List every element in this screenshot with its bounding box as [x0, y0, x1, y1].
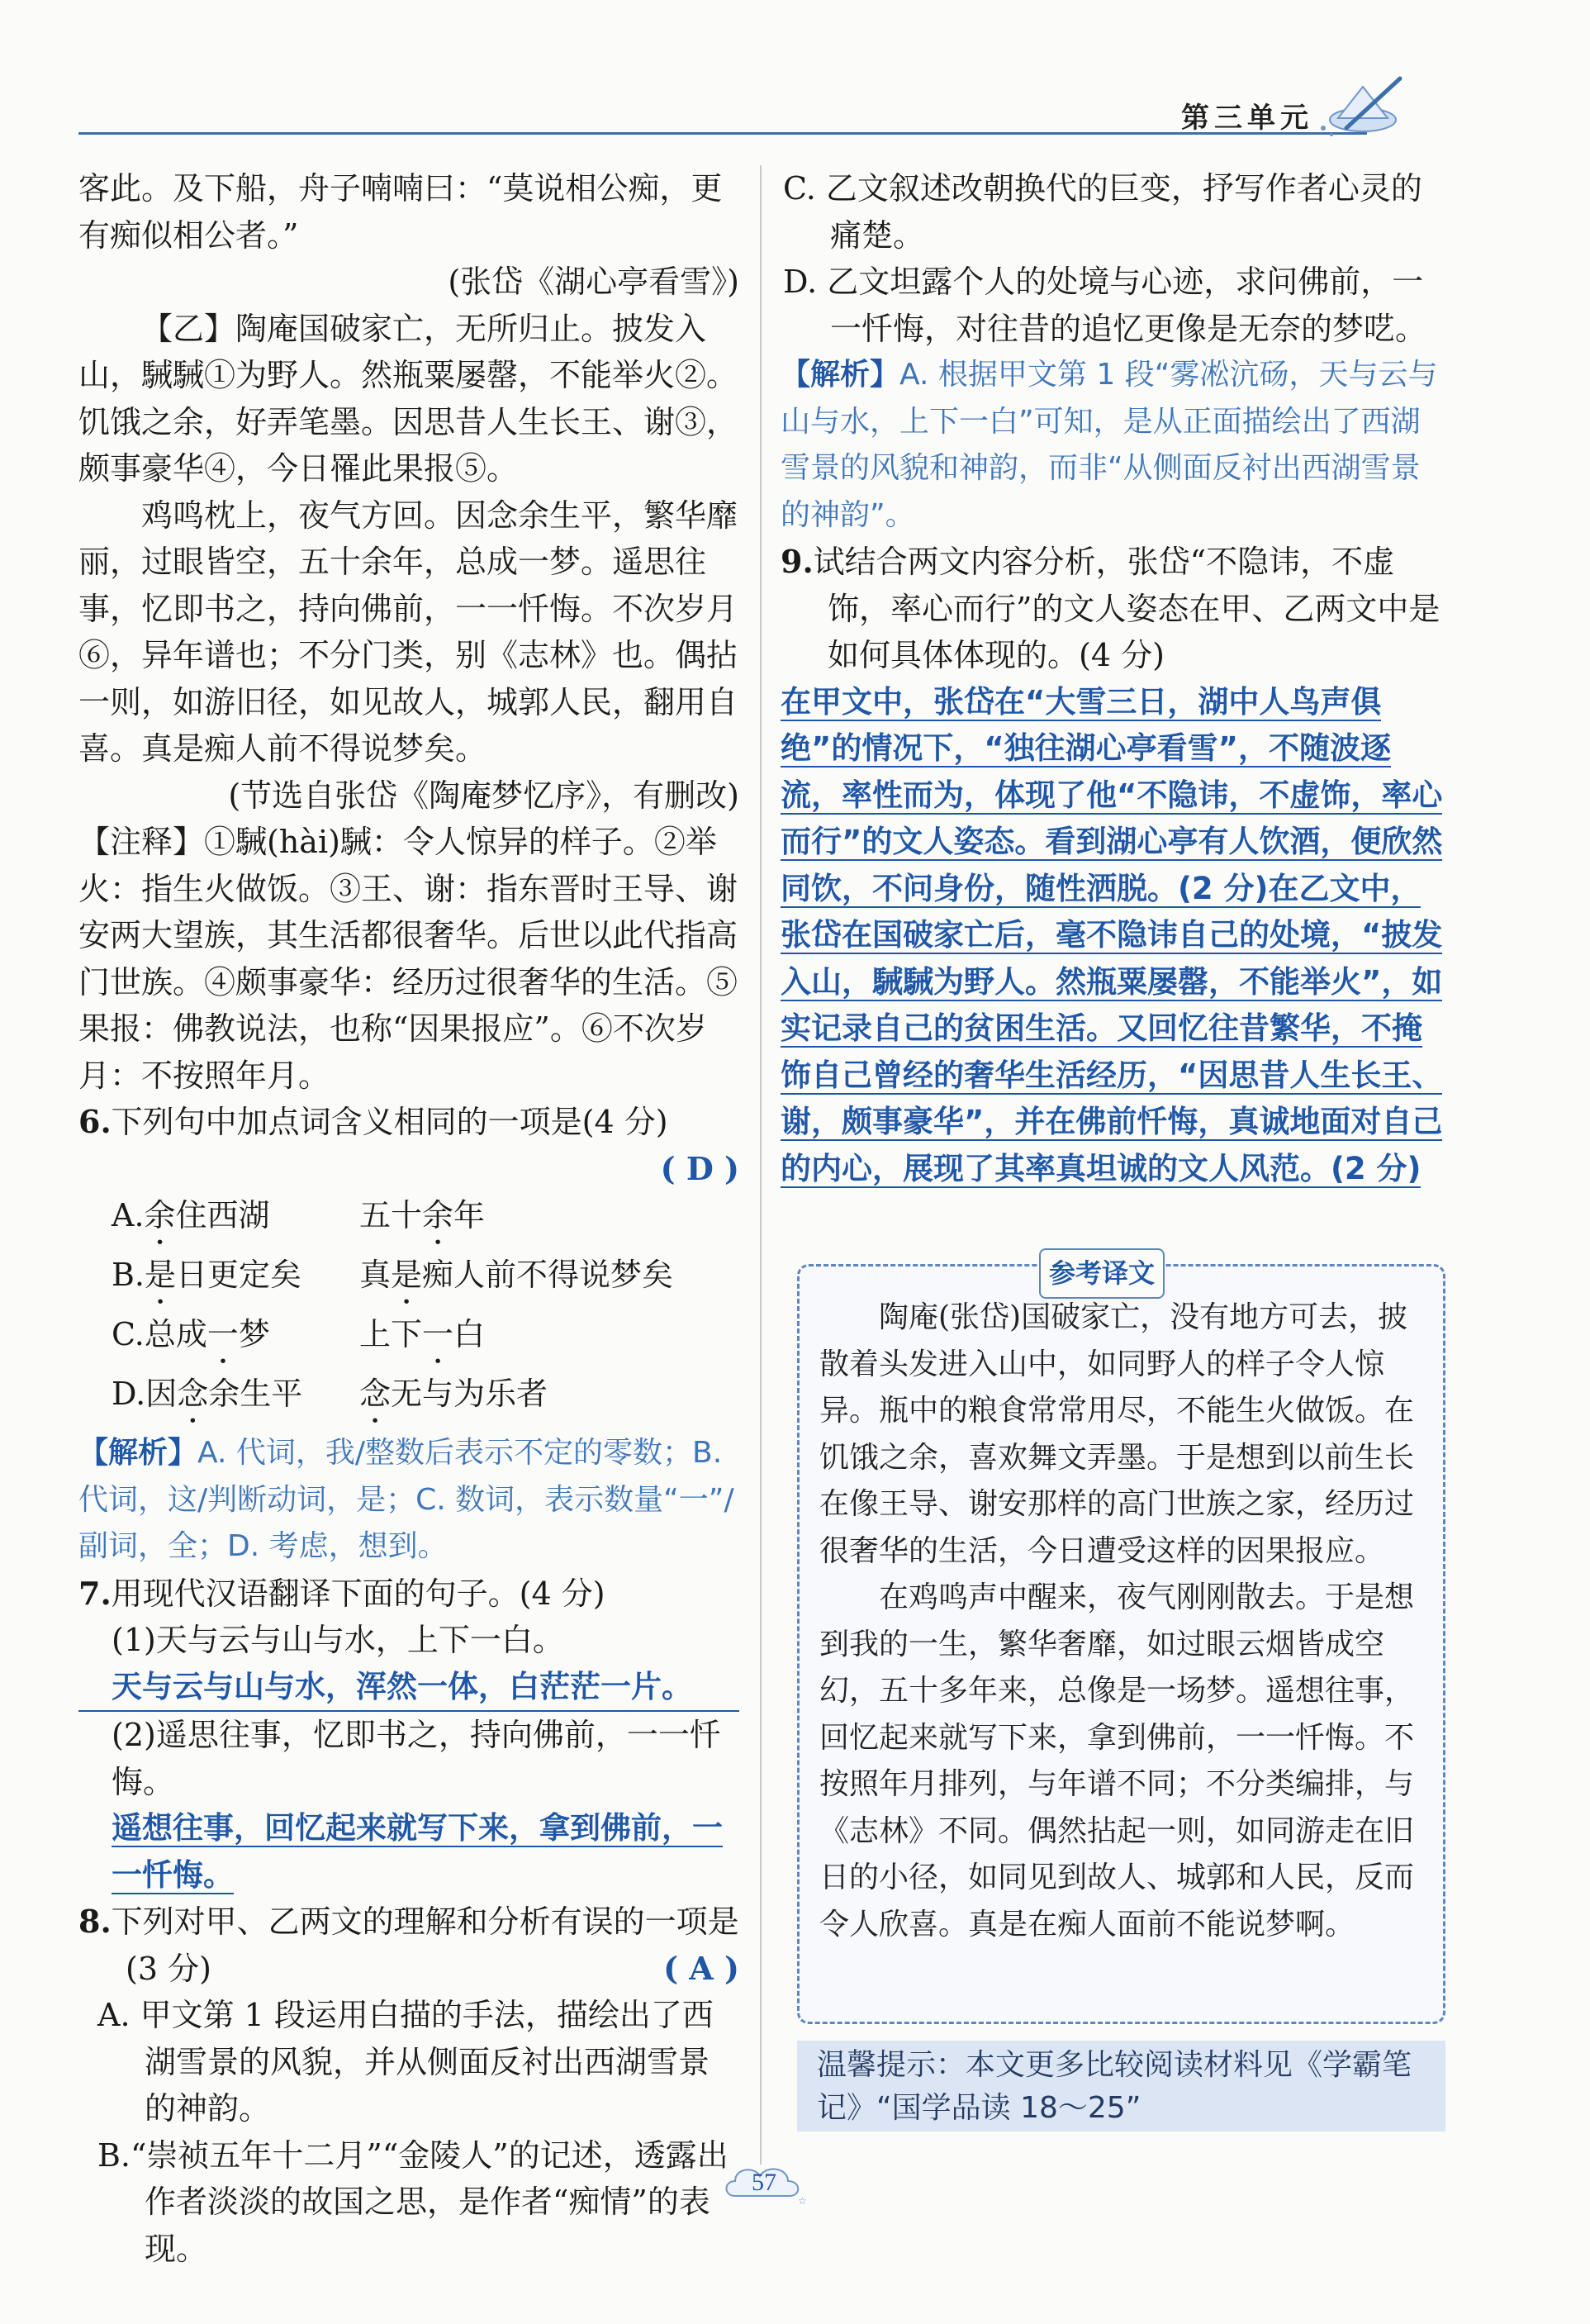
option-text: 余生平	[208, 1376, 303, 1412]
dotted-word: 一	[206, 1316, 239, 1352]
answer-choice: ( A )	[663, 1949, 739, 1987]
reference-translation-box	[797, 1257, 1445, 2024]
right-column	[781, 165, 1450, 1192]
option-a: A. 甲文第 1 段运用白描的手法，描绘出了西湖雪景的风貌，并从侧面反衬出西湖雪景的神韵。	[97, 1997, 714, 2127]
option-row	[78, 1252, 739, 1311]
dotted-word: 是	[391, 1257, 423, 1293]
option-text: 总成	[144, 1316, 207, 1352]
option-text: 住西湖	[175, 1197, 270, 1233]
reference-paragraph-1: 陶庵(张岱)国破家亡，没有地方可去，披散着头发进入山中，如同野人的样子令人惊异。瓶中的粮食常常用尽，不能生火做饭。在饥饿之余，喜欢舞文弄墨。于是想到以前生长在像王导、谢安那样的高门世族之家，经历过很奢华的生活，今日遭受这样的因果报应。	[819, 1300, 1415, 1568]
dotted-word: 余	[144, 1197, 176, 1233]
analysis-tag: 【解析】	[781, 358, 900, 392]
option-text: 年	[453, 1197, 486, 1233]
option-text: 无与为乐者	[391, 1376, 548, 1412]
answer-choice: ( D )	[660, 1149, 739, 1187]
reference-paragraph-2: 在鸡鸣声中醒来，夜气刚刚散去。于是想到我的一生，繁华奢靡，如过眼云烟皆成空幻，五十多年来，总像是一场梦。遥想往事，回忆起来就写下来，拿到佛前，一一忏悔。不按照年月排列，与年谱不同；不分类编排，与《志林》不同。偶然拈起一则，如同游走在旧日的小径，如同见到故人、城郭和人民，反而令人欣喜。真是在痴人面前不能说梦啊。	[819, 1580, 1415, 1941]
pen-book-icon	[1313, 70, 1412, 145]
answer-2-text: 遥想往事，回忆起来就写下来，拿到佛前，一一忏悔。	[112, 1810, 723, 1893]
analysis	[78, 1430, 739, 1571]
analysis-text: A. 根据甲文第 1 段“雾凇沆砀，天与云与山与水，上下一白”可知，是从正面描绘出了西湖雪景的风貌和神韵，而非“从侧面反衬出西湖雪景的神韵”。	[781, 358, 1438, 532]
option-text: 日更定矣	[176, 1257, 302, 1293]
dotted-word: 余	[422, 1197, 454, 1233]
option-text: 因	[145, 1376, 178, 1412]
reference-title: 参考译文	[1039, 1248, 1165, 1299]
question-stem: 下列对甲、乙两文的理解和分析有误的一项是(3 分)	[111, 1903, 739, 1987]
passage-b-paragraph-2: 鸡鸣枕上，夜气方回。因念余生平，繁华靡丽，过眼皆空，五十余年，总成一梦。遥思往事，忆即书之，持向佛前，一一忏悔。不次岁月⑥，异年谱也；不分门类，别《志林》也。偶拈一则，如游旧径，如见故人，城郭人民，翻用自喜。真是痴人前不得说梦矣。	[78, 497, 738, 767]
option-label: D.	[112, 1376, 146, 1412]
tip-text: 温馨提示：本文更多比较阅读材料见《学霸笔记》“国学品读 18～25”	[817, 2048, 1412, 2125]
option-label: B.	[112, 1257, 145, 1293]
q9-answer-text: 在甲文中，张岱在“大雪三日，湖中人鸟声俱绝”的情况下，“独往湖心亭看雪”，不随波逐流，率性而为，体现了他“不隐讳，不虚饰，率心而行”的文人姿态。看到湖心亭有人饮酒，便欣然同饮，不问身份，随性洒脱。(2 分)在乙文中，张岱在国破家亡后，毫不隐讳自己的处境，“披发入山，駴駴为野人。然瓶粟屡罄，不能举火”，如实记录自己的贫困生活。又回忆往昔繁华，不掩饰自己曾经的奢华生活经历，“因思昔人生长王、谢，颇事豪华”，并在佛前忏悔，真诚地面对自己的内心，展现了其率真坦诚的文人风范。(2 分)	[781, 683, 1443, 1186]
analysis-tag: 【解析】	[78, 1436, 198, 1470]
question-9	[781, 539, 1450, 1192]
question-number: 8.	[78, 1903, 112, 1940]
header-rule	[78, 132, 1367, 135]
q8-analysis	[781, 352, 1450, 539]
option-text: 痴人前不得说梦矣	[422, 1257, 674, 1293]
option-text: 五十	[359, 1197, 423, 1233]
answer-2	[78, 1805, 739, 1899]
dotted-word: 念	[177, 1376, 209, 1412]
analysis-text: A. 代词，我/整数后表示不定的零数；B. 代词，这/判断动词，是；C. 数词，表示数量“一”/副词，全；D. 考虑，想到。	[78, 1436, 734, 1563]
sub-question-2: (2)遥思往事，忆即书之，持向佛前，一一忏悔。	[112, 1717, 721, 1800]
left-column	[78, 165, 739, 2272]
passage-b-source: (节选自张岱《陶庵梦忆序》，有删改)	[228, 777, 739, 814]
option-c: C. 乙文叙述改朝换代的巨变，抒写作者心灵的痛楚。	[783, 170, 1422, 254]
question-number: 6.	[78, 1103, 112, 1140]
question-6	[78, 1099, 739, 1571]
sub-question-1: (1)天与云与山与水，上下一白。	[112, 1622, 564, 1658]
option-text: 上下	[359, 1316, 423, 1352]
q9-answer	[781, 679, 1450, 1193]
tip-box	[797, 2041, 1445, 2132]
page-number	[719, 2156, 809, 2209]
question-stem: 下列句中加点词含义相同的一项是(4 分)	[111, 1104, 668, 1140]
question-stem: 用现代汉语翻译下面的句子。(4 分)	[111, 1575, 605, 1612]
page-number-text: 57	[752, 2169, 776, 2196]
passage-b-paragraph-1: 【乙】陶庵国破家亡，无所归止。披发入山，駴駴①为野人。然瓶粟屡罄，不能举火②。饥饿之余，好弄笔墨。因思昔人生长王、谢③，颇事豪华④，今日罹此果报⑤。	[78, 310, 738, 487]
question-number: 9.	[781, 543, 814, 580]
option-d: D. 乙文坦露个人的处境与心迹，求问佛前，一一忏悔，对往昔的追忆更像是无奈的梦呓。	[783, 264, 1427, 347]
passage-a-continuation: 客此。及下船，舟子喃喃曰：“莫说相公痴，更有痴似相公者。”	[78, 170, 723, 254]
answer-1: 天与云与山与水，浑然一体，白茫茫一片。	[78, 1664, 739, 1713]
question-8	[78, 1899, 739, 2272]
svg-text:☆: ☆	[798, 2195, 807, 2207]
page-header	[78, 70, 1445, 136]
notes: 【注释】①駴(hài)駴：令人惊异的样子。②举火：指生火做饭。③王、谢：指东晋时王导、谢安两大望族，其生活都很奢华。后世以此代指高门世族。④颇事豪华：经历过很奢华的生活。⑤果报：佛教说法，也称“因果报应”。⑥不次岁月：不按照年月。	[78, 824, 738, 1094]
unit-title: 第三单元	[1181, 102, 1313, 135]
option-row	[78, 1192, 739, 1252]
question-stem: 试结合两文内容分析，张岱“不隐讳，不虚饰，率心而行”的文人姿态在甲、乙两文中是如何具体体现的。(4 分)	[813, 544, 1440, 673]
question-7	[78, 1571, 739, 1899]
option-text: 白	[453, 1316, 486, 1352]
column-divider	[760, 165, 762, 2165]
dotted-word: 是	[145, 1257, 177, 1293]
question-number: 7.	[78, 1574, 112, 1612]
dotted-word: 念	[359, 1376, 392, 1412]
dotted-word: 一	[422, 1316, 454, 1352]
option-row	[78, 1311, 739, 1371]
option-text: 真	[359, 1257, 392, 1293]
option-text: 梦	[238, 1316, 270, 1352]
passage-a-source: (张岱《湖心亭看雪》)	[448, 264, 739, 300]
option-b: B.“崇祯五年十二月”“金陵人”的记述，透露出作者淡淡的故国之思，是作者“痴情”的表现。	[97, 2136, 729, 2267]
option-label: A.	[112, 1197, 145, 1233]
option-row	[78, 1371, 739, 1430]
option-label: C.	[112, 1316, 145, 1352]
